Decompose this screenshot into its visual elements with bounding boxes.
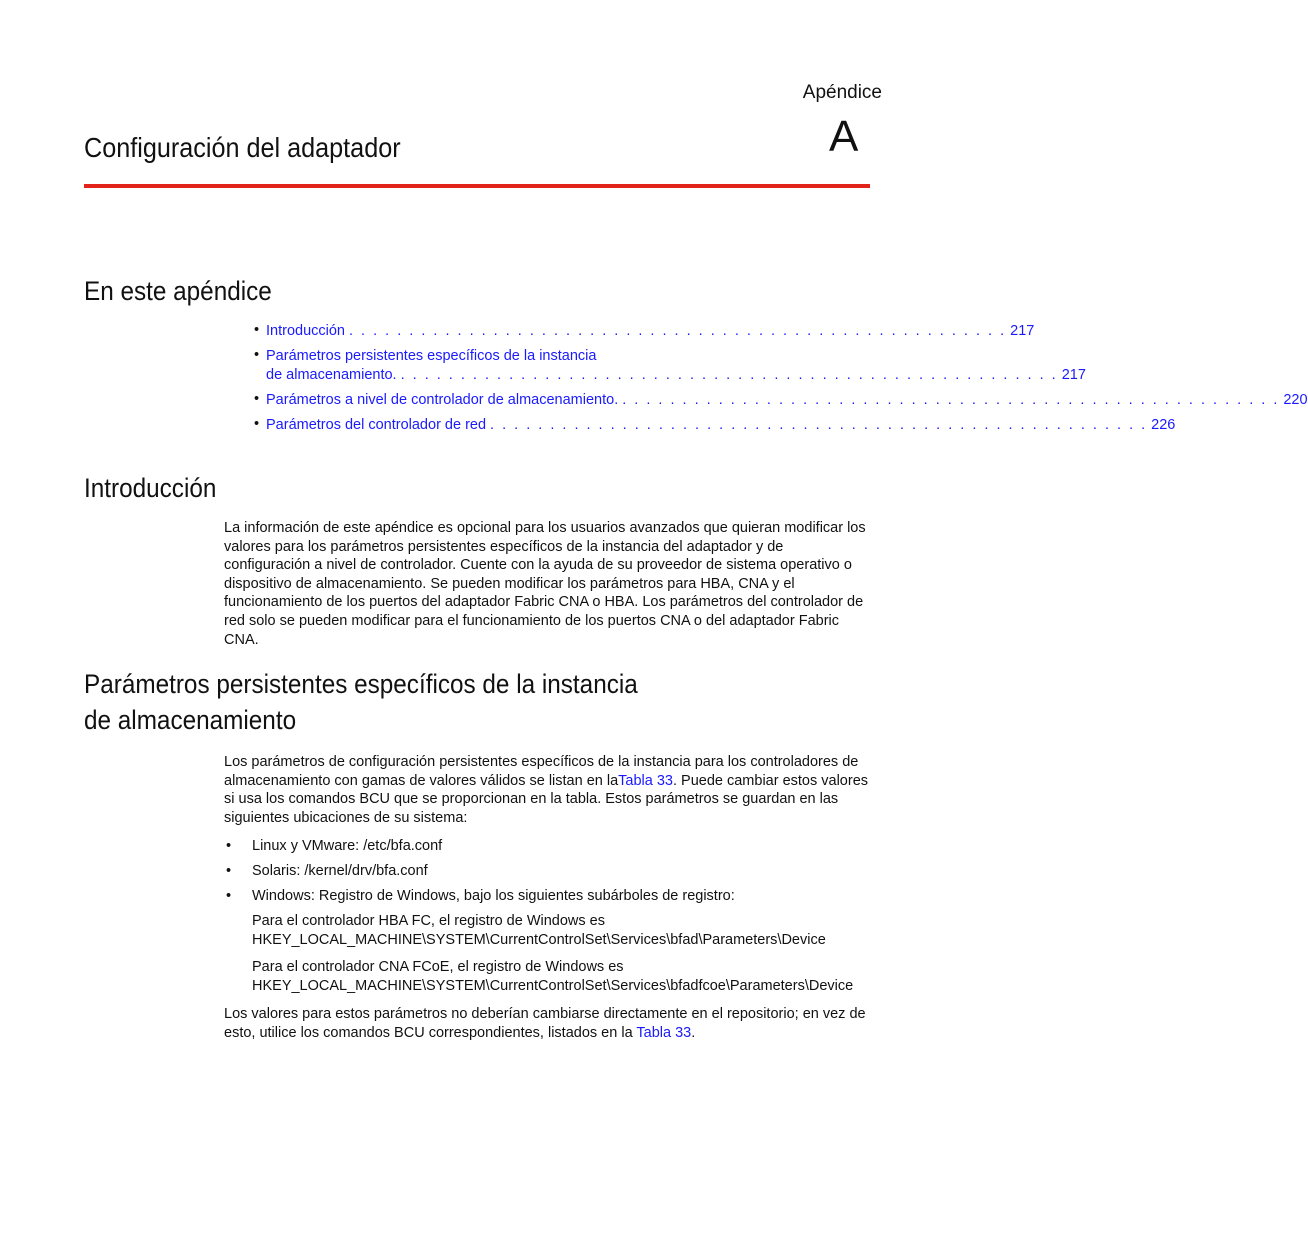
bullet-icon: • (254, 347, 260, 363)
toc-link-label[interactable]: Introducción (266, 323, 345, 339)
title-rule (84, 184, 870, 188)
table-33-link[interactable]: Tabla 33 (618, 772, 673, 789)
params-text-before: Los valores para estos parámetros no deberían cambiarse directamente en el repositorio; en vez de esto, utilice los comandos BCU correspondientes, listados en la (224, 1006, 866, 1041)
appendix-letter: A (829, 112, 859, 161)
bullet-icon: • (254, 416, 260, 432)
toc-link-label[interactable]: Parámetros persistentes específicos de la instancia (266, 348, 597, 364)
params-paragraph-2 (224, 1005, 872, 1042)
params-text-before: Los parámetros de configuración persistentes específicos de la instancia para los controladores de almacenamiento con gamas de valores válidos se listan en la (224, 754, 859, 789)
list-item-text: Linux y VMware: /etc/bfa.conf (252, 838, 443, 854)
registry-hba-note (252, 912, 872, 949)
toc-leader: . . . . . . . . . . . . . . . . . . . . . . . . . . . . . . . . . . . . . . . . . . . . . . . . . . . . . . . (490, 417, 1148, 433)
heading-line-2: de almacenamiento (84, 705, 297, 735)
list-item-text: Solaris: /kernel/drv/bfa.conf (252, 863, 428, 879)
toc-heading: En este apéndice (84, 276, 272, 306)
list-item (224, 887, 872, 912)
toc-page-number[interactable]: 217 (1010, 323, 1035, 339)
toc-link-label[interactable]: Parámetros a nivel de controlador de almacenamiento. (266, 392, 619, 408)
params-paragraph-1 (224, 753, 872, 827)
heading-line-1: Parámetros persistentes específicos de la instancia (84, 669, 638, 699)
toc-item-parametros-persistentes[interactable] (254, 347, 1086, 385)
table-of-contents (254, 322, 1308, 435)
registry-hba-path: HKEY_LOCAL_MACHINE\SYSTEM\CurrentControlSet\Services\bfad\Parameters\Device (252, 931, 826, 948)
registry-cna-label: Para el controlador CNA FCoE, el registro de Windows es (252, 959, 624, 975)
registry-cna-path: HKEY_LOCAL_MACHINE\SYSTEM\CurrentControlSet\Services\bfadfcoe\Parameters\Device (252, 977, 854, 994)
toc-leader: . . . . . . . . . . . . . . . . . . . . . . . . . . . . . . . . . . . . . . . . . . . . . . . . . . . . . . . (622, 392, 1280, 408)
params-text-after: . Puede cambiar estos valores si usa los comandos BCU que se proporcionan en la tabla. Estos parámetros se guardan en las siguientes ubicaciones de su sistema: (224, 772, 869, 826)
toc-page-number[interactable]: 226 (1151, 417, 1176, 433)
toc-leader: . . . . . . . . . . . . . . . . . . . . . . . . . . . . . . . . . . . . . . . . . . . . . . . . . . . . . . . (349, 323, 1007, 339)
list-item-text: Windows: Registro de Windows, bajo los siguientes subárboles de registro: (252, 888, 735, 904)
bullet-icon: • (226, 838, 232, 854)
location-list (224, 837, 872, 912)
toc-page-number[interactable]: 220 (1283, 392, 1308, 408)
table-33-link[interactable]: Tabla 33 (636, 1024, 692, 1041)
bullet-icon: • (254, 322, 260, 338)
toc-item-introduccion[interactable] (254, 322, 1035, 341)
bullet-icon: • (226, 888, 232, 904)
params-text-after: . (691, 1024, 696, 1041)
registry-hba-label: Para el controlador HBA FC, el registro de Windows es (252, 913, 605, 929)
section-heading-introduccion: Introducción (84, 473, 217, 503)
toc-item-parametros-controlador-almacenamiento[interactable] (254, 391, 1308, 410)
bullet-icon: • (226, 863, 232, 879)
appendix-label: Apéndice (802, 82, 882, 103)
chapter-title: Configuración del adaptador (84, 132, 401, 163)
bullet-icon: • (254, 391, 260, 407)
section-heading-parametros (84, 666, 638, 738)
toc-link-label[interactable]: Parámetros del controlador de red (266, 417, 487, 433)
toc-link-label-continued[interactable]: de almacenamiento. (266, 367, 397, 383)
toc-page-number[interactable]: 217 (1061, 367, 1086, 383)
intro-paragraph: La información de este apéndice es opcional para los usuarios avanzados que quieran modificar los valores para los parámetros persistentes específicos de la instancia del adaptador y de configuración a nivel de controlador. Cuente con la ayuda de su proveedor de sistema operativo o dispositivo de almacenamiento. Se pueden modificar los parámetros para HBA, CNA y el funcionamiento de los puertos del adaptador Fabric CNA o HBA. Los parámetros del controlador de red solo se pueden modificar para el funcionamiento de los puertos CNA o del adaptador Fabric CNA. (224, 520, 866, 648)
list-item (224, 862, 872, 887)
toc-item-parametros-controlador-red[interactable] (254, 416, 1176, 435)
toc-leader: . . . . . . . . . . . . . . . . . . . . . . . . . . . . . . . . . . . . . . . . . . . . . . . . . . . . . . . (400, 367, 1058, 383)
registry-cna-note (252, 958, 872, 995)
list-item (224, 837, 872, 862)
